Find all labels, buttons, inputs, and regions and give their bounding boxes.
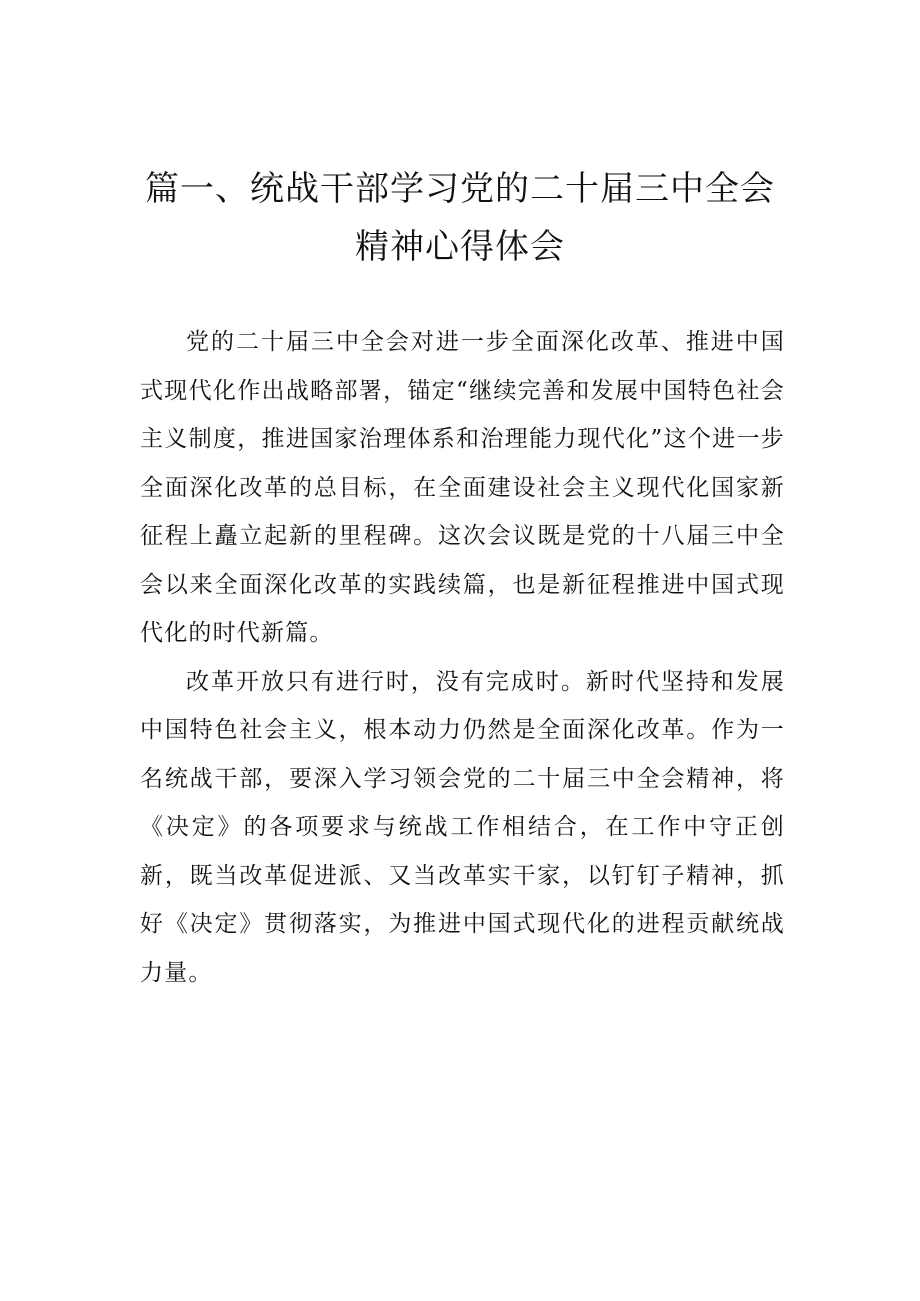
document-body [140,318,785,997]
paragraph-2: 改革开放只有进行时，没有完成时。新时代坚持和发展中国特色社会主义，根本动力仍然是全面深化改革。作为一名统战干部，要深入学习领会党的二十届三中全会精神，将《决定》的各项要求与统战工作相结合，在工作中守正创新，既当改革促进派、又当改革实干家，以钉钉子精神，抓好《决定》贯彻落实，为推进中国式现代化的进程贡献统战力量。 [140,668,785,986]
document-title: 篇一、统战干部学习党的二十届三中全会精神心得体会 [145,169,775,267]
paragraph-1: 党的二十届三中全会对进一步全面深化改革、推进中国式现代化作出战略部署，锚定“继续完善和发展中国特色社会主义制度，推进国家治理体系和治理能力现代化”这个进一步全面深化改革的总目标，在全面建设社会主义现代化国家新征程上矗立起新的里程碑。这次会议既是党的十八届三中全会以来全面深化改革的实践续篇，也是新征程推进中国式现代化的时代新篇。 [140,329,785,646]
